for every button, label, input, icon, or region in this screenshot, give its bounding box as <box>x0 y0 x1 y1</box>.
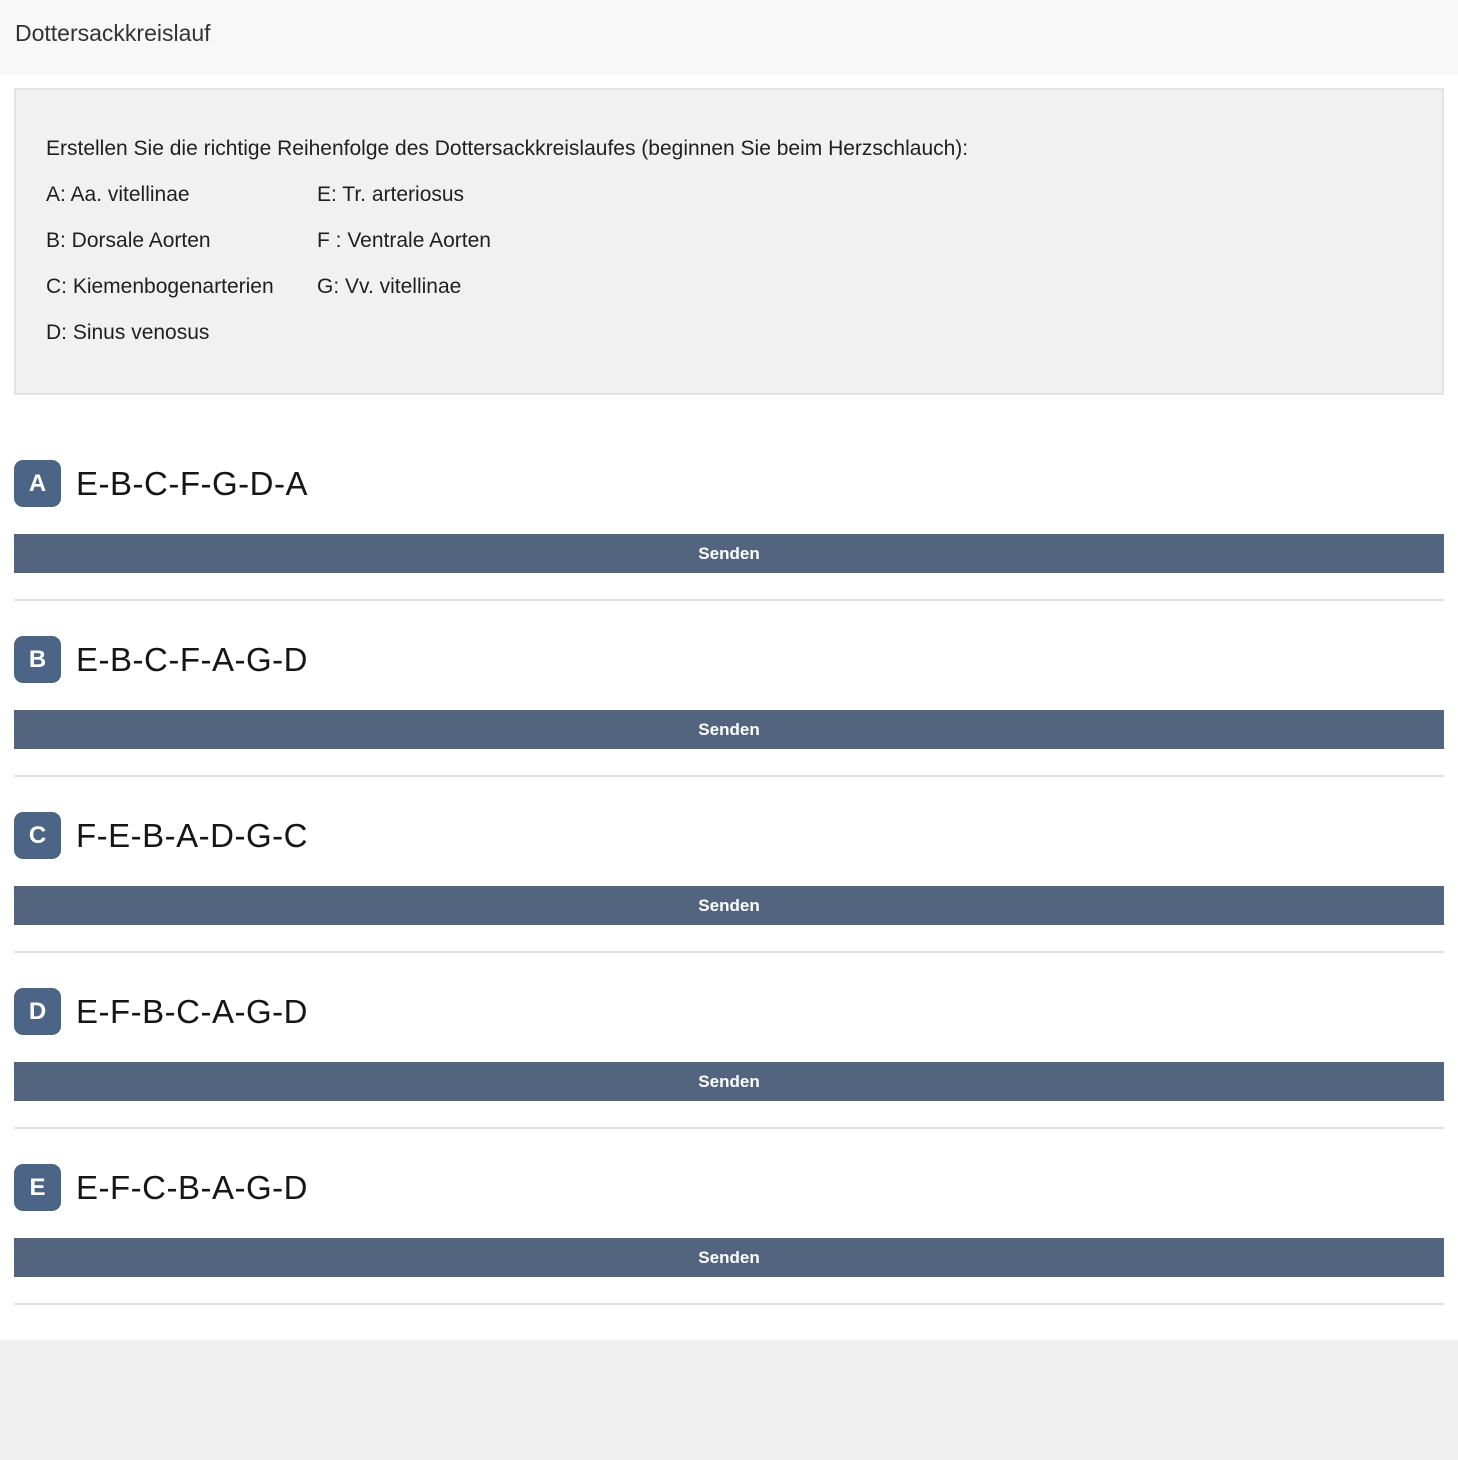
answer-list <box>0 395 1458 1340</box>
definition-item-g: G: Vv. vitellinae <box>317 275 462 298</box>
divider <box>14 1303 1444 1305</box>
senden-button[interactable]: Senden <box>14 534 1444 573</box>
definition-row <box>46 180 1412 210</box>
definition-item-empty <box>317 318 1412 348</box>
definition-item-a: A: Aa. vitellinae <box>46 183 190 206</box>
answer-sequence: E-B-C-F-A-G-D <box>76 640 308 678</box>
definition-row <box>46 226 1412 256</box>
answer-option-a <box>14 460 1444 601</box>
senden-button[interactable]: Senden <box>14 1238 1444 1277</box>
answer-head <box>14 988 1444 1035</box>
definition-item-b: B: Dorsale Aorten <box>46 229 211 252</box>
definition-item-c: C: Kiemenbogenarterien <box>46 275 274 298</box>
question-box <box>14 88 1444 395</box>
answer-head <box>14 1164 1444 1211</box>
page-footer <box>0 1340 1458 1460</box>
page-title: Dottersackkreislauf <box>15 20 211 46</box>
answer-option-b <box>14 636 1444 777</box>
definition-item-e: E: Tr. arteriosus <box>317 183 465 206</box>
answer-head <box>14 460 1444 507</box>
senden-button[interactable]: Senden <box>14 886 1444 925</box>
answer-sequence: E-B-C-F-G-D-A <box>76 464 308 502</box>
answer-sequence: E-F-B-C-A-G-D <box>76 992 308 1030</box>
senden-button[interactable]: Senden <box>14 710 1444 749</box>
answer-sequence: E-F-C-B-A-G-D <box>76 1168 308 1206</box>
answer-option-e <box>14 1164 1444 1305</box>
answer-letter-badge: C <box>14 812 61 859</box>
answer-letter-badge: B <box>14 636 61 683</box>
answer-option-c <box>14 812 1444 953</box>
answer-sequence: F-E-B-A-D-G-C <box>76 816 308 854</box>
answer-head <box>14 812 1444 859</box>
senden-button[interactable]: Senden <box>14 1062 1444 1101</box>
answer-option-d <box>14 988 1444 1129</box>
divider <box>14 1127 1444 1129</box>
definition-row <box>46 272 1412 302</box>
page-header <box>0 0 1458 75</box>
answer-letter-badge: D <box>14 988 61 1035</box>
answer-head <box>14 636 1444 683</box>
question-prompt: Erstellen Sie die richtige Reihenfolge des Dottersackkreislaufes (beginnen Sie beim Herzschlauch): <box>46 137 969 160</box>
divider <box>14 951 1444 953</box>
answer-letter-badge: E <box>14 1164 61 1211</box>
definition-row <box>46 318 1412 348</box>
divider <box>14 775 1444 777</box>
divider <box>14 599 1444 601</box>
definition-item-f: F : Ventrale Aorten <box>317 229 491 252</box>
answer-letter-badge: A <box>14 460 61 507</box>
definition-item-d: D: Sinus venosus <box>46 321 210 344</box>
